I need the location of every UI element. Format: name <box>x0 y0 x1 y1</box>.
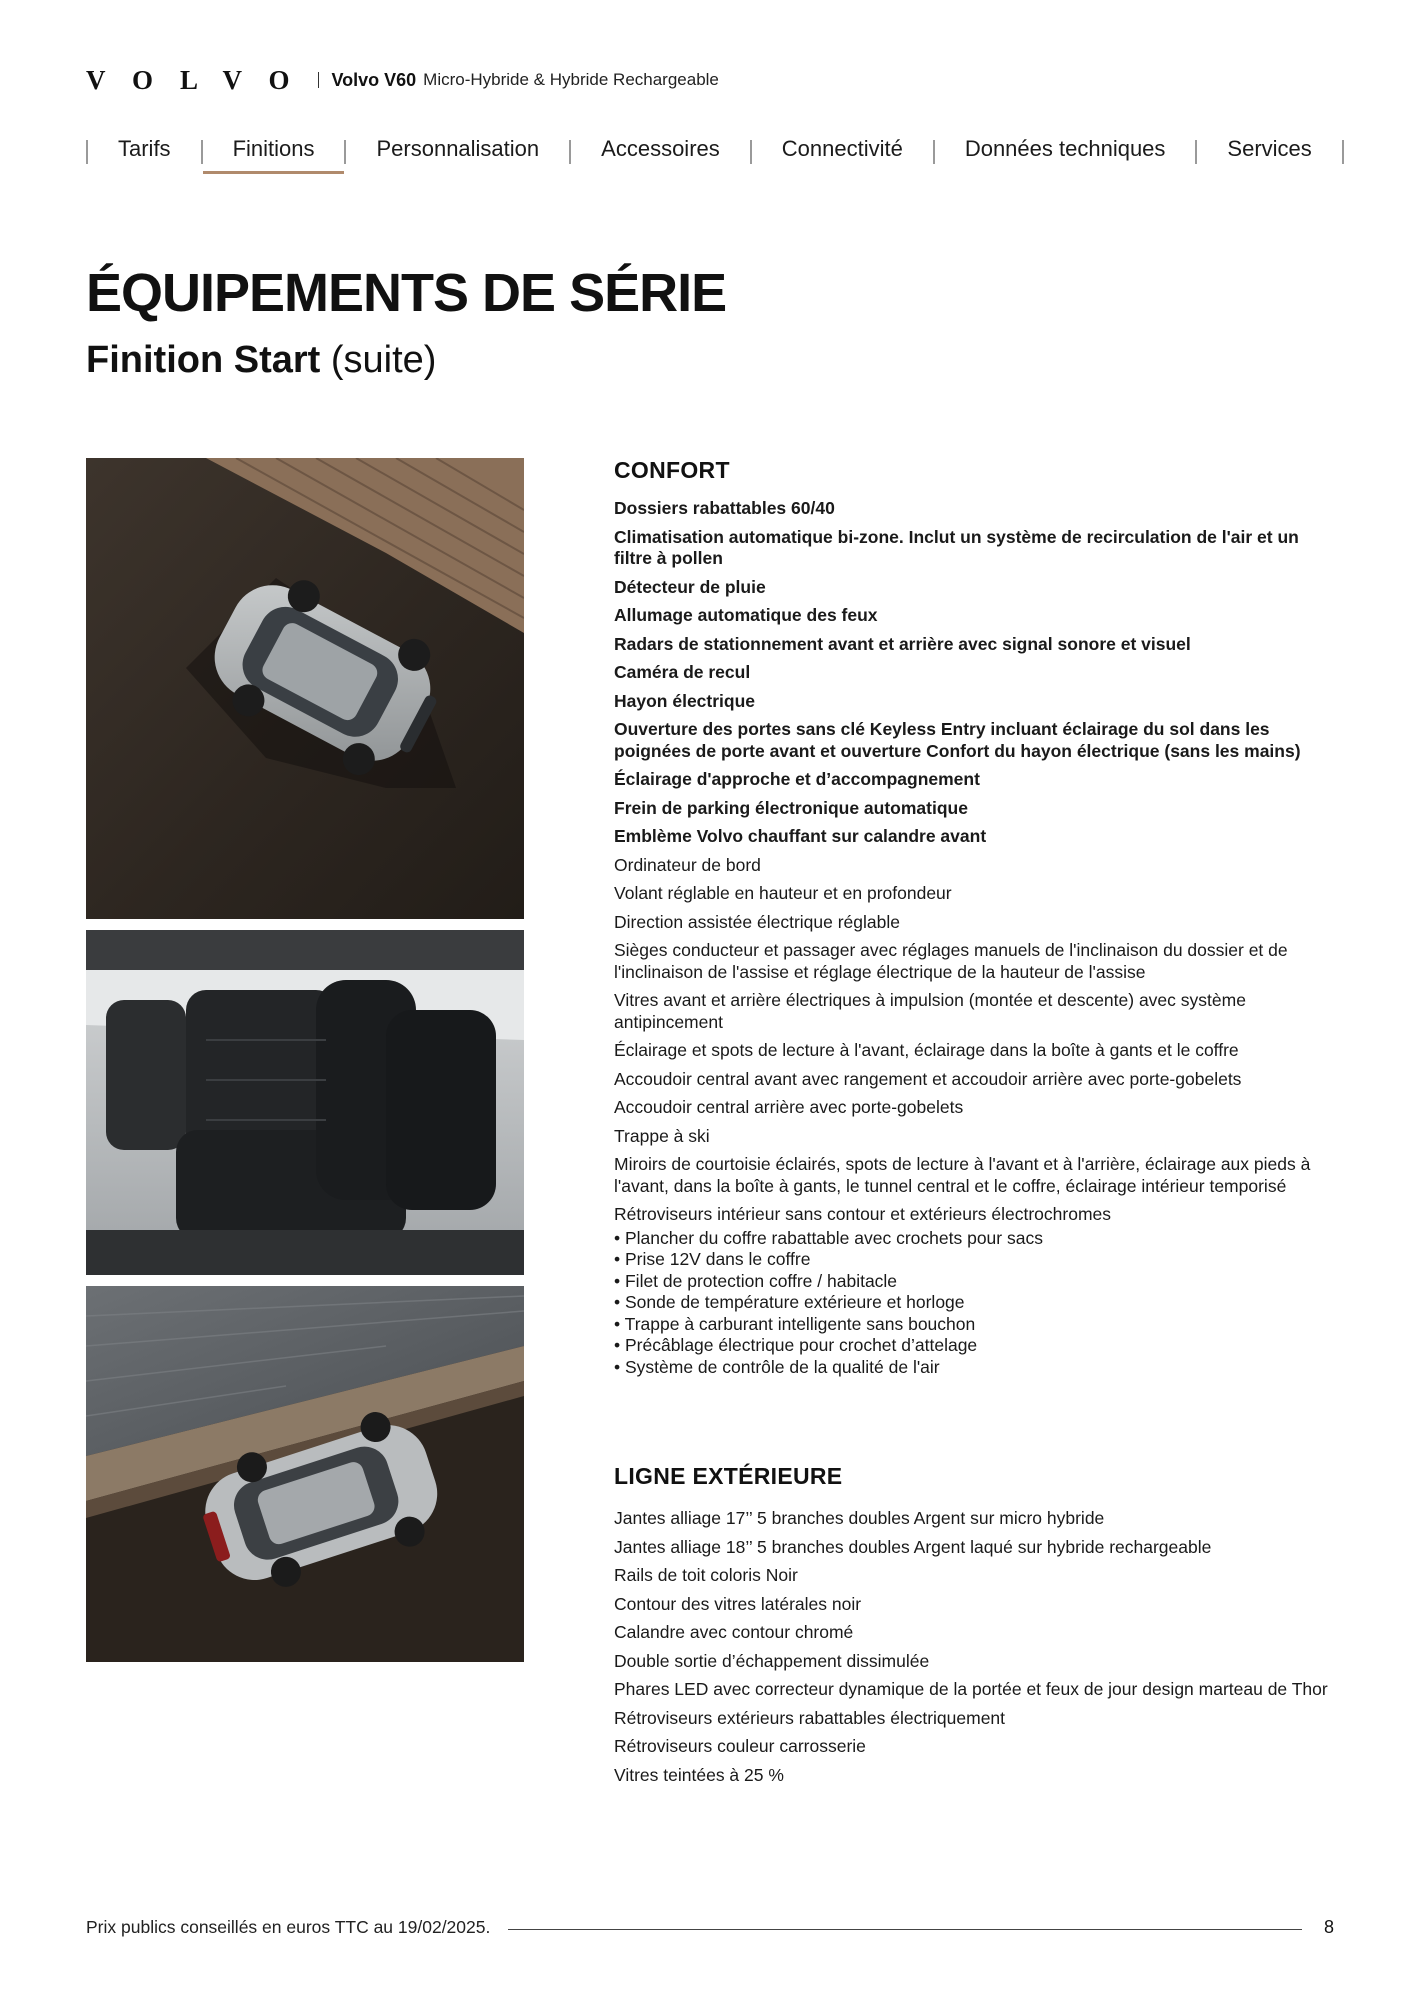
nav-tab-donnees-techniques[interactable]: Données techniques <box>964 136 1166 161</box>
list-item: Rétroviseurs intérieur sans contour et extérieurs électrochromes <box>614 1204 1112 1224</box>
list-item: Miroirs de courtoisie éclairés, spots de lecture à l'avant et à l'arrière, éclairage aux pieds à l'avant, dans la boîte à gants, le tunnel central et le coffre, éclairage intérieur temporisé <box>614 1154 1311 1196</box>
list-item: Direction assistée électrique réglable <box>614 911 900 932</box>
model-name: Volvo V60 <box>331 69 417 90</box>
header-divider <box>318 72 319 88</box>
bullet-item: • Précâblage électrique pour crochet d’attelage <box>614 1335 978 1355</box>
section-title-confort: CONFORT <box>614 457 730 483</box>
list-item: Caméra de recul <box>614 662 751 682</box>
nav-divider <box>1342 140 1344 164</box>
list-item: Contour des vitres latérales noir <box>614 1593 862 1614</box>
section-title-ligne-exterieure: LIGNE EXTÉRIEURE <box>614 1463 843 1489</box>
equipment-lists <box>614 456 1334 1786</box>
list-item: Double sortie d’échappement dissimulée <box>614 1650 930 1671</box>
bullet-item: • Plancher du coffre rabattable avec crochets pour sacs <box>614 1227 1043 1248</box>
interior-seats-photo <box>86 930 524 1275</box>
list-item: Rails de toit coloris Noir <box>614 1565 798 1585</box>
list-item: Hayon électrique <box>614 690 756 711</box>
bullet-item: • Trappe à carburant intelligente sans bouchon <box>614 1313 976 1334</box>
volvo-logo: VOLVO <box>86 64 317 95</box>
section-nav <box>86 130 1334 174</box>
subtitle-suffix: (suite) <box>330 339 437 381</box>
nav-tab-accessoires[interactable]: Accessoires <box>601 136 720 161</box>
list-item: Ouverture des portes sans clé Keyless Entry incluant éclairage du sol dans les poignées de porte avant et ouverture Confort du hayon électrique (sans les mains) <box>614 719 1301 761</box>
list-item: Vitres avant et arrière électriques à impulsion (montée et descente) avec système antipincement <box>614 990 1246 1032</box>
confort-list <box>614 498 1334 1378</box>
confort-bullet-list <box>614 1228 1334 1379</box>
list-item: Emblème Volvo chauffant sur calandre avant <box>614 826 987 846</box>
car-waterfront-photo <box>86 1286 524 1662</box>
footer-rule <box>508 1929 1302 1930</box>
list-item: Rétroviseurs extérieurs rabattables électriquement <box>614 1707 1006 1728</box>
list-item: Jantes alliage 18’’ 5 branches doubles Argent laqué sur hybride rechargeable <box>614 1536 1212 1557</box>
list-item: Rétroviseurs couleur carrosserie <box>614 1736 866 1756</box>
list-item: Allumage automatique des feux <box>614 605 878 625</box>
bullet-item: • Prise 12V dans le coffre <box>614 1249 811 1269</box>
nav-tab-personnalisation[interactable]: Personnalisation <box>376 136 540 161</box>
list-item: Phares LED avec correcteur dynamique de la portée et feux de jour design marteau de Thor <box>614 1679 1328 1699</box>
list-item: Accoudoir central avant avec rangement et accoudoir arrière avec porte-gobelets <box>614 1068 1242 1089</box>
nav-tab-connectivite[interactable]: Connectivité <box>781 136 903 161</box>
subtitle-trim: Finition Start <box>86 339 321 381</box>
list-item: Éclairage et spots de lecture à l'avant, éclairage dans la boîte à gants et le coffre <box>614 1040 1239 1060</box>
list-item: Jantes alliage 17’’ 5 branches doubles Argent sur micro hybride <box>614 1508 1105 1528</box>
list-item: Éclairage d'approche et d’accompagnement <box>614 769 980 789</box>
header <box>86 64 719 95</box>
bullet-item: • Système de contrôle de la qualité de l'air <box>614 1356 940 1377</box>
list-item: Vitres teintées à 25 % <box>614 1764 784 1785</box>
list-item: Trappe à ski <box>614 1125 710 1146</box>
list-item: Climatisation automatique bi-zone. Inclut un système de recirculation de l'air et un filtre à pollen <box>614 526 1299 568</box>
page-title: ÉQUIPEMENTS DE SÉRIE <box>86 263 727 323</box>
model-subtitle: Micro-Hybride & Hybride Rechargeable <box>423 70 719 89</box>
nav-tab-tarifs[interactable]: Tarifs <box>118 136 171 161</box>
list-item: Accoudoir central arrière avec porte-gobelets <box>614 1097 964 1117</box>
list-item: Radars de stationnement avant et arrière avec signal sonore et visuel <box>614 633 1191 654</box>
bullet-item: • Sonde de température extérieure et horloge <box>614 1292 965 1312</box>
nav-tab-finitions[interactable]: Finitions <box>203 130 345 174</box>
list-item: Frein de parking électronique automatique <box>614 797 968 818</box>
price-note: Prix publics conseillés en euros TTC au 19/02/2025. <box>86 1916 491 1937</box>
list-item: Calandre avec contour chromé <box>614 1622 854 1642</box>
nav-tab-services[interactable]: Services <box>1227 136 1312 161</box>
list-item: Dossiers rabattables 60/40 <box>614 498 835 518</box>
list-item: Détecteur de pluie <box>614 576 766 597</box>
footer <box>86 1915 1334 1939</box>
list-item: Volant réglable en hauteur et en profondeur <box>614 883 952 903</box>
page-number: 8 <box>1323 1916 1334 1937</box>
bullet-item: • Filet de protection coffre / habitacle <box>614 1270 898 1291</box>
list-item: Ordinateur de bord <box>614 854 761 875</box>
exterieur-list <box>614 1508 1334 1786</box>
car-top-view-photo <box>86 458 524 919</box>
list-item: Sièges conducteur et passager avec réglages manuels de l'inclinaison du dossier et de l'inclinaison de l'assise et réglage électrique de la hauteur de l'assise <box>614 940 1288 982</box>
page-subtitle <box>86 338 436 382</box>
